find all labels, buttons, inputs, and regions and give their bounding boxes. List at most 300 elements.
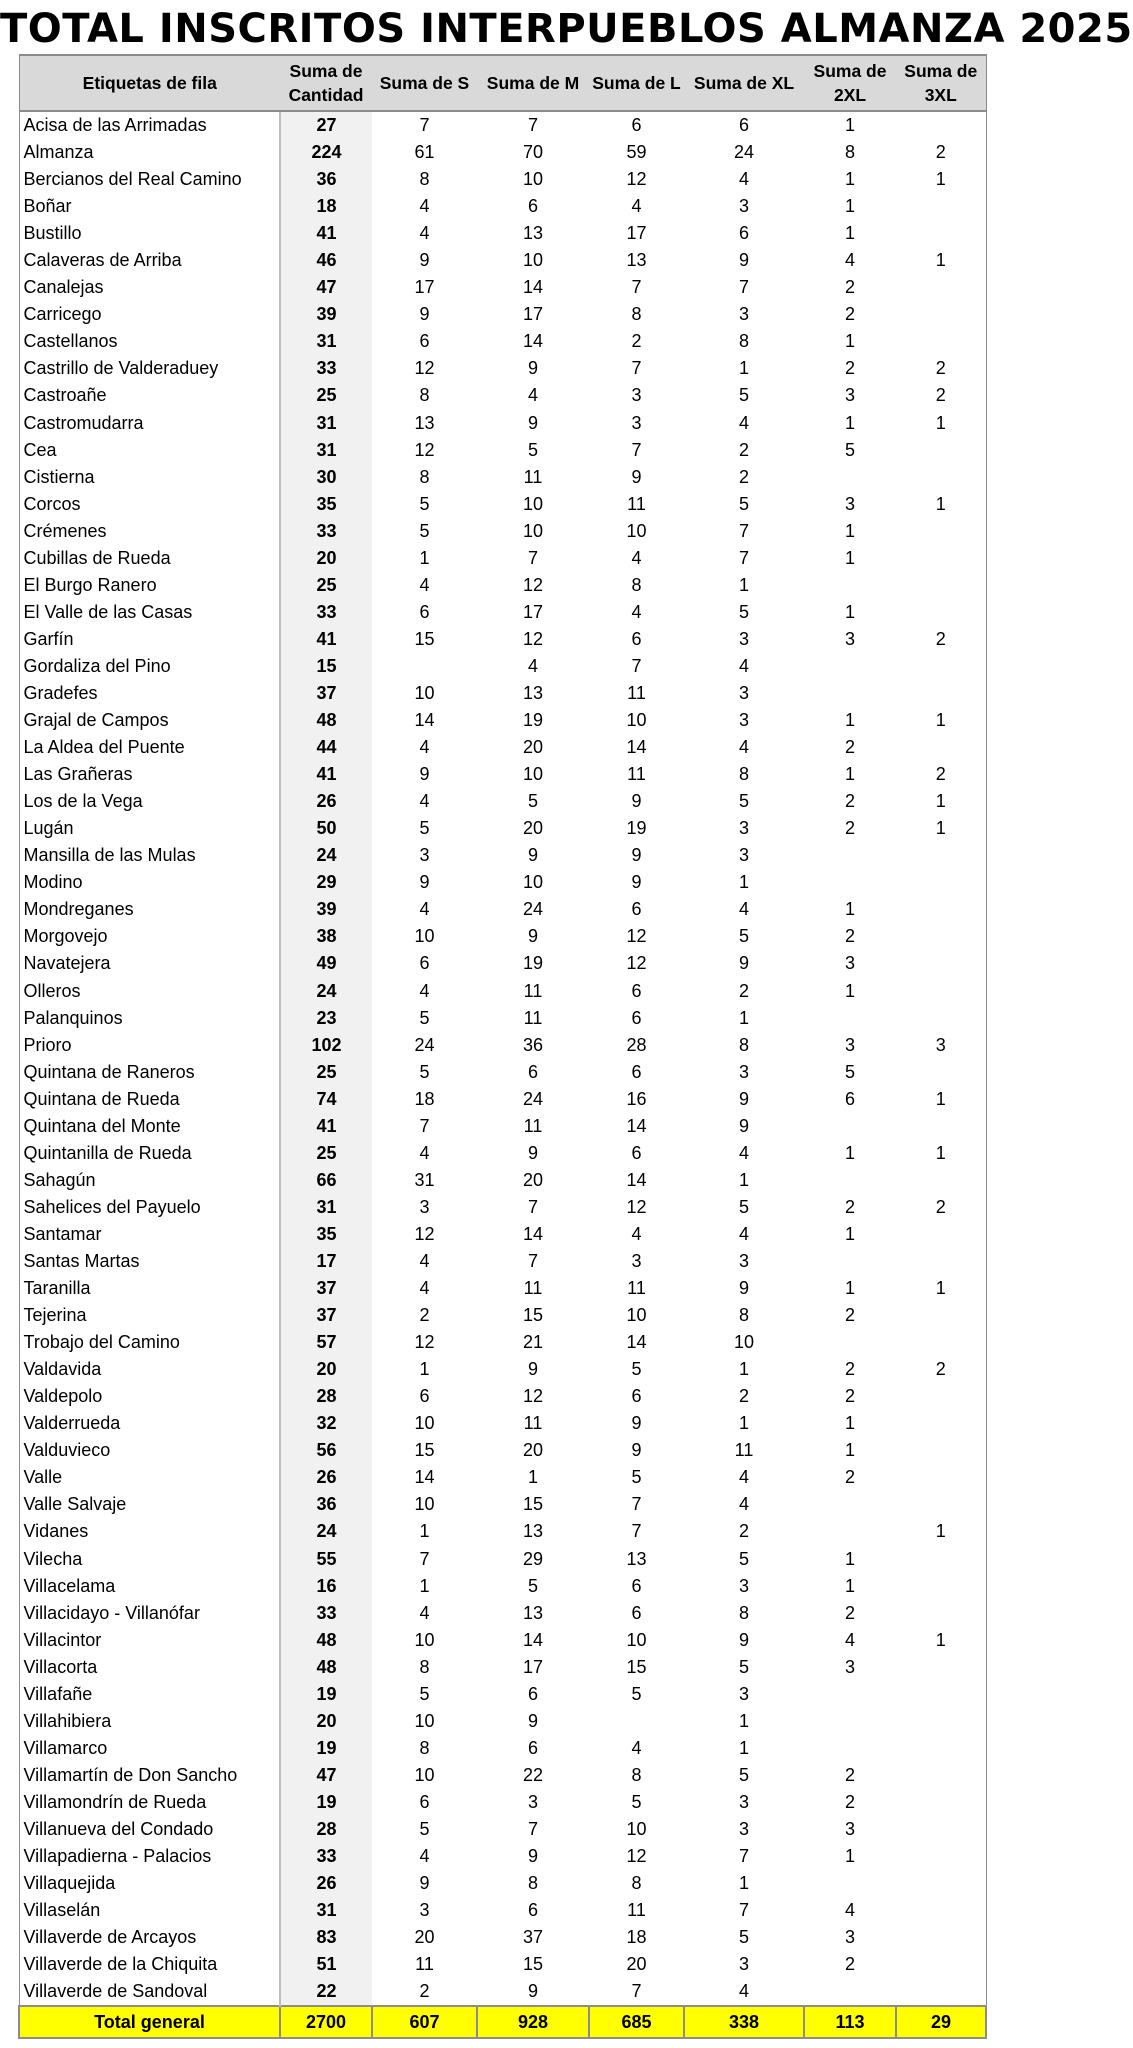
size-l-cell: 3: [631, 1250, 642, 1271]
quantity-cell: 20: [280, 1708, 372, 1735]
size-s-cell: 8: [419, 1737, 430, 1758]
town-name: Villacidayo - Villanófar: [19, 1600, 280, 1627]
size-l-cell: 11: [627, 493, 646, 514]
size-2xl-cell: 1: [844, 169, 855, 190]
size-m-cell: 20: [522, 1169, 544, 1190]
pivot-table: [18, 54, 987, 2039]
size-xl-cell: 1: [738, 1169, 749, 1190]
size-s-cell: [372, 653, 477, 680]
table-row: [19, 1924, 986, 1951]
size-2xl-cell: [804, 1870, 896, 1897]
table-row: [19, 653, 986, 680]
size-2xl-cell: [804, 1735, 896, 1762]
quantity-cell: 48: [280, 1654, 372, 1681]
size-m-cell: 10: [522, 764, 544, 785]
table-row: [19, 626, 986, 653]
size-xl-cell: 4: [738, 655, 749, 676]
size-xl-cell: 3: [738, 1061, 749, 1082]
size-m-cell: 14: [522, 277, 544, 298]
quantity-cell: 28: [280, 1816, 372, 1843]
size-m-cell: 11: [523, 1007, 543, 1028]
size-2xl-cell: [804, 464, 896, 491]
town-name: Mondreganes: [19, 896, 280, 923]
size-l-cell: 20: [626, 1954, 647, 1975]
table-row: [19, 1248, 986, 1275]
quantity-cell: 30: [280, 464, 372, 491]
table-row: [19, 923, 986, 950]
size-m-cell: 9: [527, 1359, 538, 1380]
size-l-cell: 12: [626, 953, 647, 974]
quantity-cell: 26: [280, 788, 372, 815]
size-l-cell: 59: [626, 142, 647, 163]
quantity-cell: 55: [280, 1545, 372, 1572]
size-l-cell: 9: [631, 1413, 642, 1434]
size-l-cell: 4: [631, 196, 642, 217]
quantity-cell: 56: [280, 1437, 372, 1464]
town-name: Quintana de Raneros: [19, 1059, 280, 1086]
size-2xl-cell: 2: [844, 737, 855, 758]
size-s-cell: 5: [419, 818, 430, 839]
size-3xl-cell: 1: [896, 1140, 986, 1167]
size-3xl-cell: [896, 301, 986, 328]
size-3xl-cell: [896, 1464, 986, 1491]
quantity-cell: 17: [280, 1248, 372, 1275]
size-3xl-cell: [896, 274, 986, 301]
table-row: [19, 1951, 986, 1978]
size-s-cell: 4: [419, 1278, 430, 1299]
size-l-cell: 10: [626, 1305, 647, 1326]
size-xl-cell: 9: [738, 1115, 749, 1136]
size-3xl-cell: 2: [896, 1194, 986, 1221]
town-name: Villaquejida: [19, 1870, 280, 1897]
size-xl-cell: 5: [738, 493, 749, 514]
town-name: Villaverde de Sandoval: [19, 1978, 280, 2006]
size-m-cell: 29: [522, 1548, 544, 1569]
town-name: Trobajo del Camino: [19, 1329, 280, 1356]
quantity-cell: 37: [280, 1275, 372, 1302]
size-s-cell: 4: [419, 574, 430, 595]
size-xl-cell: 1: [738, 358, 749, 379]
size-3xl-cell: [896, 1735, 986, 1762]
size-3xl-cell: [896, 1491, 986, 1518]
size-s-cell: 9: [419, 304, 430, 325]
size-xl-cell: 8: [738, 764, 749, 785]
table-row: [19, 1086, 986, 1113]
size-m-cell: 9: [527, 1142, 538, 1163]
table-row: [19, 1140, 986, 1167]
size-s-cell: 8: [419, 169, 430, 190]
size-2xl-cell: 3: [844, 1818, 855, 1839]
table-row: [19, 707, 986, 734]
quantity-cell: 31: [280, 1897, 372, 1924]
size-2xl-cell: 1: [844, 601, 855, 622]
size-l-cell: 2: [631, 331, 642, 352]
quantity-cell: 41: [280, 761, 372, 788]
table-row: [19, 950, 986, 977]
size-2xl-cell: 4: [844, 250, 855, 271]
size-s-cell: 14: [414, 710, 435, 731]
size-xl-cell: 4: [738, 1467, 749, 1488]
size-s-cell: 1: [419, 1521, 430, 1542]
table-row: [19, 1843, 986, 1870]
size-2xl-cell: 2: [844, 277, 855, 298]
size-2xl-cell: 1: [844, 1440, 855, 1461]
quantity-cell: 25: [280, 1059, 372, 1086]
table-row: [19, 1302, 986, 1329]
quantity-cell: 33: [280, 355, 372, 382]
size-l-cell: 6: [631, 1142, 642, 1163]
size-l-cell: 8: [631, 1873, 642, 1894]
size-s-cell: 10: [414, 1710, 435, 1731]
size-2xl-cell: 1: [844, 547, 855, 568]
total-row: [19, 2006, 986, 2038]
size-m-cell: 7: [527, 1196, 538, 1217]
size-l-cell: 14: [626, 1115, 647, 1136]
table-row: [19, 328, 986, 355]
size-3xl-cell: 1: [896, 815, 986, 842]
size-xl-cell: 24: [733, 142, 755, 163]
size-2xl-cell: [804, 1681, 896, 1708]
size-2xl-cell: 2: [844, 1764, 855, 1785]
header-size-l: Suma de L: [589, 55, 684, 111]
size-3xl-cell: [896, 437, 986, 464]
size-2xl-cell: 1: [844, 1142, 855, 1163]
size-s-cell: 10: [414, 1764, 435, 1785]
size-3xl-cell: [896, 464, 986, 491]
size-s-cell: 5: [419, 493, 430, 514]
size-m-cell: 17: [522, 601, 544, 622]
town-name: Villahibiera: [19, 1708, 280, 1735]
size-s-cell: 6: [419, 1791, 430, 1812]
town-name: Castroañe: [19, 382, 280, 409]
size-3xl-cell: [896, 1383, 986, 1410]
size-s-cell: 14: [414, 1467, 435, 1488]
size-xl-cell: 3: [738, 845, 749, 866]
size-l-cell: 11: [627, 1900, 646, 1921]
quantity-cell: 22: [280, 1978, 372, 2006]
size-2xl-cell: [804, 1978, 896, 2006]
town-name: Taranilla: [19, 1275, 280, 1302]
table-row: [19, 1735, 986, 1762]
total-size-3xl: 29: [896, 2006, 986, 2038]
size-m-cell: 9: [527, 845, 538, 866]
size-s-cell: 10: [414, 1494, 435, 1515]
size-2xl-cell: 3: [844, 1034, 855, 1055]
size-l-cell: 7: [631, 277, 642, 298]
size-3xl-cell: [896, 328, 986, 355]
header-size-xl: Suma de XL: [684, 55, 804, 111]
size-xl-cell: 4: [738, 1494, 749, 1515]
size-xl-cell: 3: [738, 1683, 749, 1704]
total-size-m: 928: [477, 2006, 589, 2038]
size-xl-cell: 2: [738, 439, 749, 460]
table-row: [19, 139, 986, 166]
size-3xl-cell: [896, 842, 986, 869]
size-3xl-cell: [896, 545, 986, 572]
size-l-cell: 6: [631, 1602, 642, 1623]
size-s-cell: 1: [419, 1359, 430, 1380]
size-l-cell: 4: [631, 1223, 642, 1244]
quantity-cell: 35: [280, 491, 372, 518]
town-name: Quintana de Rueda: [19, 1086, 280, 1113]
town-name: Las Grañeras: [19, 761, 280, 788]
size-xl-cell: 5: [738, 926, 749, 947]
size-3xl-cell: 1: [896, 166, 986, 193]
size-3xl-cell: 1: [896, 491, 986, 518]
size-3xl-cell: [896, 572, 986, 599]
town-name: Valderrueda: [19, 1410, 280, 1437]
size-xl-cell: 4: [738, 169, 749, 190]
table-row: [19, 1410, 986, 1437]
size-m-cell: 15: [522, 1305, 544, 1326]
size-l-cell: 4: [631, 601, 642, 622]
size-3xl-cell: [896, 1708, 986, 1735]
size-xl-cell: 8: [738, 1305, 749, 1326]
size-3xl-cell: 1: [896, 1275, 986, 1302]
town-name: Palanquinos: [19, 1005, 280, 1032]
size-s-cell: 8: [419, 1656, 430, 1677]
size-xl-cell: 5: [738, 385, 749, 406]
town-name: Canalejas: [19, 274, 280, 301]
town-name: Tejerina: [19, 1302, 280, 1329]
size-s-cell: 18: [414, 1088, 435, 1109]
size-xl-cell: 1: [738, 1413, 749, 1434]
quantity-cell: 24: [280, 842, 372, 869]
size-2xl-cell: [804, 680, 896, 707]
size-xl-cell: 6: [738, 115, 749, 136]
quantity-cell: 24: [280, 978, 372, 1005]
size-s-cell: 9: [419, 1873, 430, 1894]
size-l-cell: 5: [631, 1467, 642, 1488]
table-row: [19, 1708, 986, 1735]
size-3xl-cell: [896, 193, 986, 220]
town-name: Olleros: [19, 978, 280, 1005]
quantity-cell: 35: [280, 1221, 372, 1248]
size-3xl-cell: 1: [896, 1627, 986, 1654]
town-name: El Burgo Ranero: [19, 572, 280, 599]
size-3xl-cell: [896, 869, 986, 896]
size-3xl-cell: [896, 680, 986, 707]
total-quantity: 2700: [280, 2006, 372, 2038]
quantity-cell: 39: [280, 896, 372, 923]
size-s-cell: 12: [414, 1223, 435, 1244]
size-xl-cell: 9: [738, 953, 749, 974]
size-m-cell: 12: [522, 574, 544, 595]
size-xl-cell: 2: [738, 466, 749, 487]
size-s-cell: 3: [419, 845, 430, 866]
size-s-cell: 5: [419, 520, 430, 541]
quantity-cell: 50: [280, 815, 372, 842]
size-xl-cell: 5: [738, 1196, 749, 1217]
size-m-cell: 20: [522, 737, 544, 758]
size-m-cell: 11: [523, 466, 543, 487]
size-2xl-cell: 1: [844, 520, 855, 541]
header-size-3xl: Suma de 3XL: [896, 55, 986, 111]
size-xl-cell: 5: [738, 1656, 749, 1677]
size-s-cell: 5: [419, 1007, 430, 1028]
quantity-cell: 33: [280, 518, 372, 545]
size-2xl-cell: 2: [844, 1791, 855, 1812]
size-s-cell: 24: [414, 1034, 435, 1055]
page-title: TOTAL INSCRITOS INTERPUEBLOS ALMANZA 2025: [0, 6, 1133, 52]
size-2xl-cell: 2: [844, 1467, 855, 1488]
size-l-cell: 15: [626, 1656, 647, 1677]
size-2xl-cell: 1: [844, 1413, 855, 1434]
town-name: Morgovejo: [19, 923, 280, 950]
size-3xl-cell: [896, 220, 986, 247]
size-s-cell: 4: [419, 1142, 430, 1163]
table-row: [19, 1194, 986, 1221]
size-3xl-cell: [896, 1302, 986, 1329]
size-2xl-cell: 1: [844, 1575, 855, 1596]
size-m-cell: 12: [522, 1386, 544, 1407]
town-name: Modino: [19, 869, 280, 896]
size-l-cell: 6: [631, 1575, 642, 1596]
town-name: Castromudarra: [19, 410, 280, 437]
size-2xl-cell: 3: [844, 628, 855, 649]
size-m-cell: 17: [522, 304, 544, 325]
size-xl-cell: 3: [738, 1250, 749, 1271]
size-3xl-cell: 1: [896, 707, 986, 734]
table-row: [19, 1627, 986, 1654]
size-l-cell: 10: [626, 1629, 647, 1650]
size-s-cell: 20: [414, 1927, 435, 1948]
size-s-cell: 4: [419, 223, 430, 244]
size-l-cell: 3: [631, 385, 642, 406]
size-xl-cell: 2: [738, 1521, 749, 1542]
size-s-cell: 10: [414, 683, 435, 703]
size-m-cell: 6: [527, 1061, 538, 1082]
size-m-cell: 21: [522, 1332, 544, 1353]
size-xl-cell: 1: [738, 1737, 749, 1758]
size-xl-cell: 10: [733, 1332, 755, 1353]
size-l-cell: 9: [631, 845, 642, 866]
size-l-cell: 11: [627, 683, 646, 703]
town-name: Villaselán: [19, 1897, 280, 1924]
size-m-cell: 13: [522, 683, 544, 703]
size-xl-cell: 2: [738, 980, 749, 1001]
table-row: [19, 1005, 986, 1032]
table-row: [19, 896, 986, 923]
size-l-cell: 4: [631, 547, 642, 568]
quantity-cell: 41: [280, 1113, 372, 1140]
size-l-cell: 7: [631, 1521, 642, 1542]
town-name: Calaveras de Arriba: [19, 247, 280, 274]
size-2xl-cell: 2: [844, 1359, 855, 1380]
quantity-cell: 31: [280, 410, 372, 437]
town-name: Lugán: [19, 815, 280, 842]
town-name: El Valle de las Casas: [19, 599, 280, 626]
pivot-table-container: [18, 54, 987, 2039]
town-name: Quintanilla de Rueda: [19, 1140, 280, 1167]
size-2xl-cell: 2: [844, 791, 855, 812]
size-3xl-cell: 3: [896, 1032, 986, 1059]
size-3xl-cell: [896, 1059, 986, 1086]
size-3xl-cell: [896, 734, 986, 761]
quantity-cell: 74: [280, 1086, 372, 1113]
size-m-cell: 5: [527, 791, 538, 812]
size-s-cell: 12: [414, 439, 435, 460]
header-size-2xl: Suma de 2XL: [804, 55, 896, 111]
size-l-cell: 16: [626, 1088, 647, 1109]
size-s-cell: 2: [419, 1981, 430, 2002]
size-2xl-cell: 2: [844, 1954, 855, 1975]
town-name: Mansilla de las Mulas: [19, 842, 280, 869]
town-name: Gradefes: [19, 680, 280, 707]
size-3xl-cell: 2: [896, 139, 986, 166]
size-m-cell: 37: [522, 1927, 544, 1948]
town-name: Cubillas de Rueda: [19, 545, 280, 572]
town-name: Bustillo: [19, 220, 280, 247]
table-row: [19, 1221, 986, 1248]
size-3xl-cell: 1: [896, 1518, 986, 1545]
size-s-cell: 12: [414, 1332, 435, 1353]
table-row: [19, 1816, 986, 1843]
size-2xl-cell: 1: [844, 899, 855, 920]
town-name: Acisa de las Arrimadas: [19, 111, 280, 139]
size-3xl-cell: 2: [896, 1356, 986, 1383]
table-row: [19, 518, 986, 545]
size-2xl-cell: [804, 1167, 896, 1194]
size-l-cell: 28: [626, 1034, 647, 1055]
town-name: Villaverde de la Chiquita: [19, 1951, 280, 1978]
town-name: Los de la Vega: [19, 788, 280, 815]
size-m-cell: 13: [522, 223, 544, 244]
size-xl-cell: 6: [738, 223, 749, 244]
table-row: [19, 1383, 986, 1410]
size-2xl-cell: 8: [844, 142, 855, 163]
quantity-cell: 33: [280, 1843, 372, 1870]
size-2xl-cell: 3: [844, 1656, 855, 1677]
size-2xl-cell: 2: [844, 1196, 855, 1217]
size-s-cell: 9: [419, 250, 430, 271]
size-xl-cell: 9: [738, 1629, 749, 1650]
table-row: [19, 1491, 986, 1518]
size-s-cell: 4: [419, 1846, 430, 1867]
size-3xl-cell: [896, 1897, 986, 1924]
size-3xl-cell: [896, 896, 986, 923]
size-3xl-cell: [896, 1789, 986, 1816]
table-row: [19, 193, 986, 220]
header-row-labels: Etiquetas de fila: [19, 55, 280, 111]
size-m-cell: 3: [527, 1791, 538, 1812]
size-xl-cell: 4: [738, 1223, 749, 1244]
table-row: [19, 1681, 986, 1708]
quantity-cell: 33: [280, 599, 372, 626]
town-name: Castellanos: [19, 328, 280, 355]
size-s-cell: 3: [419, 1900, 430, 1921]
table-row: [19, 410, 986, 437]
size-s-cell: 4: [419, 791, 430, 812]
table-row: [19, 1275, 986, 1302]
total-size-xl: 338: [684, 2006, 804, 2038]
size-m-cell: 9: [527, 926, 538, 947]
size-m-cell: 4: [527, 385, 538, 406]
table-row: [19, 572, 986, 599]
size-3xl-cell: [896, 1681, 986, 1708]
total-size-2xl: 113: [804, 2006, 896, 2038]
quantity-cell: 51: [280, 1951, 372, 1978]
size-l-cell: 7: [631, 655, 642, 676]
size-m-cell: 12: [522, 628, 544, 649]
table-row: [19, 274, 986, 301]
town-name: Valdepolo: [19, 1383, 280, 1410]
size-xl-cell: 5: [738, 1927, 749, 1948]
size-xl-cell: 4: [738, 1981, 749, 2002]
size-s-cell: 31: [414, 1169, 435, 1190]
size-2xl-cell: 1: [844, 223, 855, 244]
quantity-cell: 19: [280, 1681, 372, 1708]
